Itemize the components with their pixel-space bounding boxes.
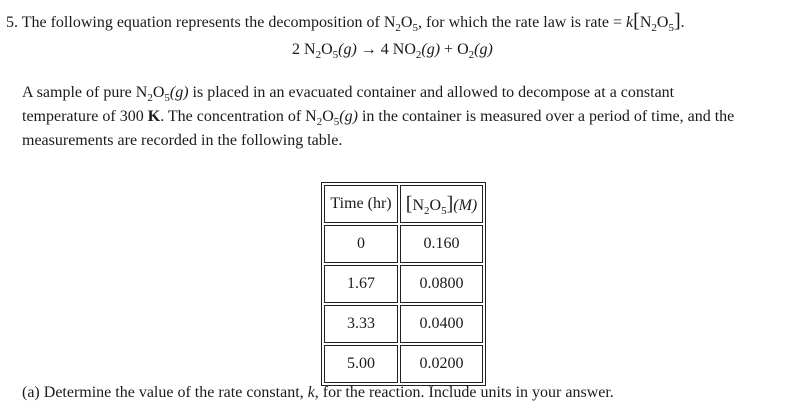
paragraph-line-3: measurements are recorded in the following table.	[22, 132, 343, 149]
concentration-table	[321, 182, 486, 386]
header-concentration: $[N_2O_5](M)$	[400, 185, 483, 223]
part-a-prompt: (a) Determine the value of the rate constant, k, for the reaction. Include units in your answer.	[22, 384, 614, 401]
cell-time: 5.00	[324, 345, 398, 383]
cell-time: 0	[324, 225, 398, 263]
chemical-equation: 2 $N_2O_5(g) \to 4$ $NO_2(g) + O_2(g)$	[292, 41, 493, 61]
question-intro: The following equation represents the decomposition of N	[21, 14, 396, 31]
table-row	[324, 345, 483, 383]
cell-time: 1.67	[324, 265, 398, 303]
question-stem: 5. The following equation represents the decomposition of $N_2O_5$, for which the rate law is rate = $k[N_2O_5]$.	[6, 10, 685, 34]
rate-constant-symbol: k	[626, 14, 634, 31]
rate-law-intro: , for which the rate law is rate =	[417, 14, 627, 31]
cell-concentration: 0.0200	[400, 345, 483, 383]
cell-time: 3.33	[324, 305, 398, 343]
table-row	[324, 225, 483, 263]
table-row	[324, 265, 483, 303]
question-number: 5.	[6, 14, 18, 31]
table-row	[324, 305, 483, 343]
reaction-arrow: →	[360, 41, 377, 58]
cell-concentration: 0.0800	[400, 265, 483, 303]
cell-concentration: 0.160	[400, 225, 483, 263]
cell-concentration: 0.0400	[400, 305, 483, 343]
table-header-row	[324, 185, 483, 223]
header-time: Time (hr)	[324, 185, 398, 223]
paragraph-line-2: temperature of 300 K. The concentration of $N_2O_5(g)$ in the container is measured over a period of time, and the	[22, 108, 735, 128]
paragraph-line-1: A sample of pure $N_2O_5(g)$ is placed in an evacuated container and allowed to decompose at a constant	[22, 84, 675, 104]
